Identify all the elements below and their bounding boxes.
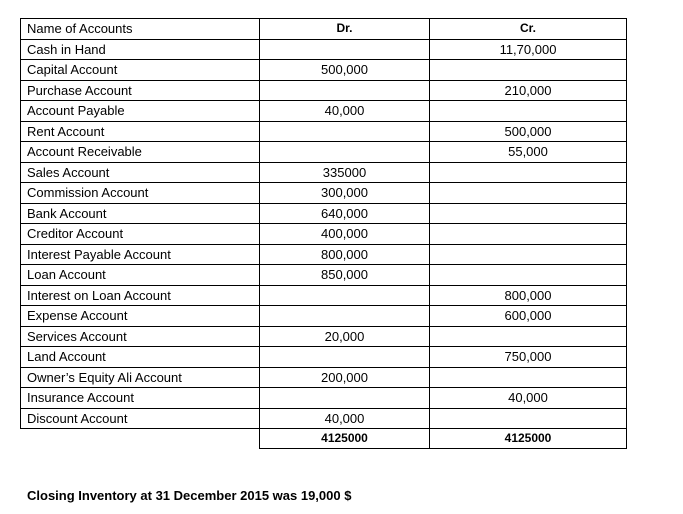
header-row [21,19,627,40]
credit-cell: 800,000 [430,285,627,306]
credit-cell [430,60,627,81]
debit-cell: 640,000 [260,203,430,224]
table-row [21,60,627,81]
debit-cell: 400,000 [260,224,430,245]
header-credit: Cr. [430,19,627,40]
account-name-cell: Interest on Loan Account [21,285,260,306]
header-debit: Dr. [260,19,430,40]
debit-cell [260,285,430,306]
table-row [21,142,627,163]
account-name-cell: Commission Account [21,183,260,204]
credit-cell: 750,000 [430,347,627,368]
debit-total: 4125000 [260,429,430,449]
credit-cell: 40,000 [430,388,627,409]
account-name-cell: Bank Account [21,203,260,224]
account-name-cell: Cash in Hand [21,39,260,60]
account-name-cell: Loan Account [21,265,260,286]
account-name-cell: Discount Account [21,408,260,429]
account-name-cell: Sales Account [21,162,260,183]
credit-cell [430,203,627,224]
debit-cell [260,388,430,409]
totals-blank-cell [21,429,260,449]
account-name-cell: Expense Account [21,306,260,327]
debit-cell: 335000 [260,162,430,183]
credit-cell [430,101,627,122]
debit-cell: 850,000 [260,265,430,286]
account-name-cell: Land Account [21,347,260,368]
credit-cell [430,367,627,388]
table-row [21,121,627,142]
table-row [21,326,627,347]
account-name-cell: Account Receivable [21,142,260,163]
table-row [21,306,627,327]
table-row [21,285,627,306]
table-row [21,367,627,388]
credit-cell: 210,000 [430,80,627,101]
account-name-cell: Insurance Account [21,388,260,409]
credit-cell: 11,70,000 [430,39,627,60]
table-row [21,388,627,409]
account-name-cell: Capital Account [21,60,260,81]
table-row [21,162,627,183]
account-name-cell: Services Account [21,326,260,347]
table-row [21,203,627,224]
credit-cell [430,326,627,347]
debit-cell [260,347,430,368]
totals-row [21,429,627,449]
table-row [21,265,627,286]
debit-cell: 20,000 [260,326,430,347]
credit-cell [430,265,627,286]
debit-cell [260,80,430,101]
credit-cell [430,224,627,245]
debit-cell [260,142,430,163]
account-name-cell: Owner’s Equity Ali Account [21,367,260,388]
debit-cell: 800,000 [260,244,430,265]
account-name-cell: Interest Payable Account [21,244,260,265]
debit-cell: 300,000 [260,183,430,204]
credit-cell [430,244,627,265]
debit-cell [260,39,430,60]
table-row [21,224,627,245]
credit-cell [430,408,627,429]
credit-cell: 55,000 [430,142,627,163]
debit-cell: 200,000 [260,367,430,388]
credit-cell: 500,000 [430,121,627,142]
table-row [21,101,627,122]
credit-total: 4125000 [430,429,627,449]
account-name-cell: Creditor Account [21,224,260,245]
header-name-of-accounts: Name of Accounts [21,19,260,40]
table-row [21,39,627,60]
credit-cell [430,162,627,183]
account-name-cell: Account Payable [21,101,260,122]
account-name-cell: Rent Account [21,121,260,142]
debit-cell: 500,000 [260,60,430,81]
account-name-cell: Purchase Account [21,80,260,101]
table-row [21,408,627,429]
table-row [21,347,627,368]
table-row [21,80,627,101]
table-row [21,183,627,204]
credit-cell [430,183,627,204]
closing-inventory-note: Closing Inventory at 31 December 2015 was 19,000 $ [27,488,352,503]
trial-balance-table [20,18,627,449]
credit-cell: 600,000 [430,306,627,327]
debit-cell: 40,000 [260,408,430,429]
debit-cell: 40,000 [260,101,430,122]
debit-cell [260,306,430,327]
debit-cell [260,121,430,142]
table-row [21,244,627,265]
